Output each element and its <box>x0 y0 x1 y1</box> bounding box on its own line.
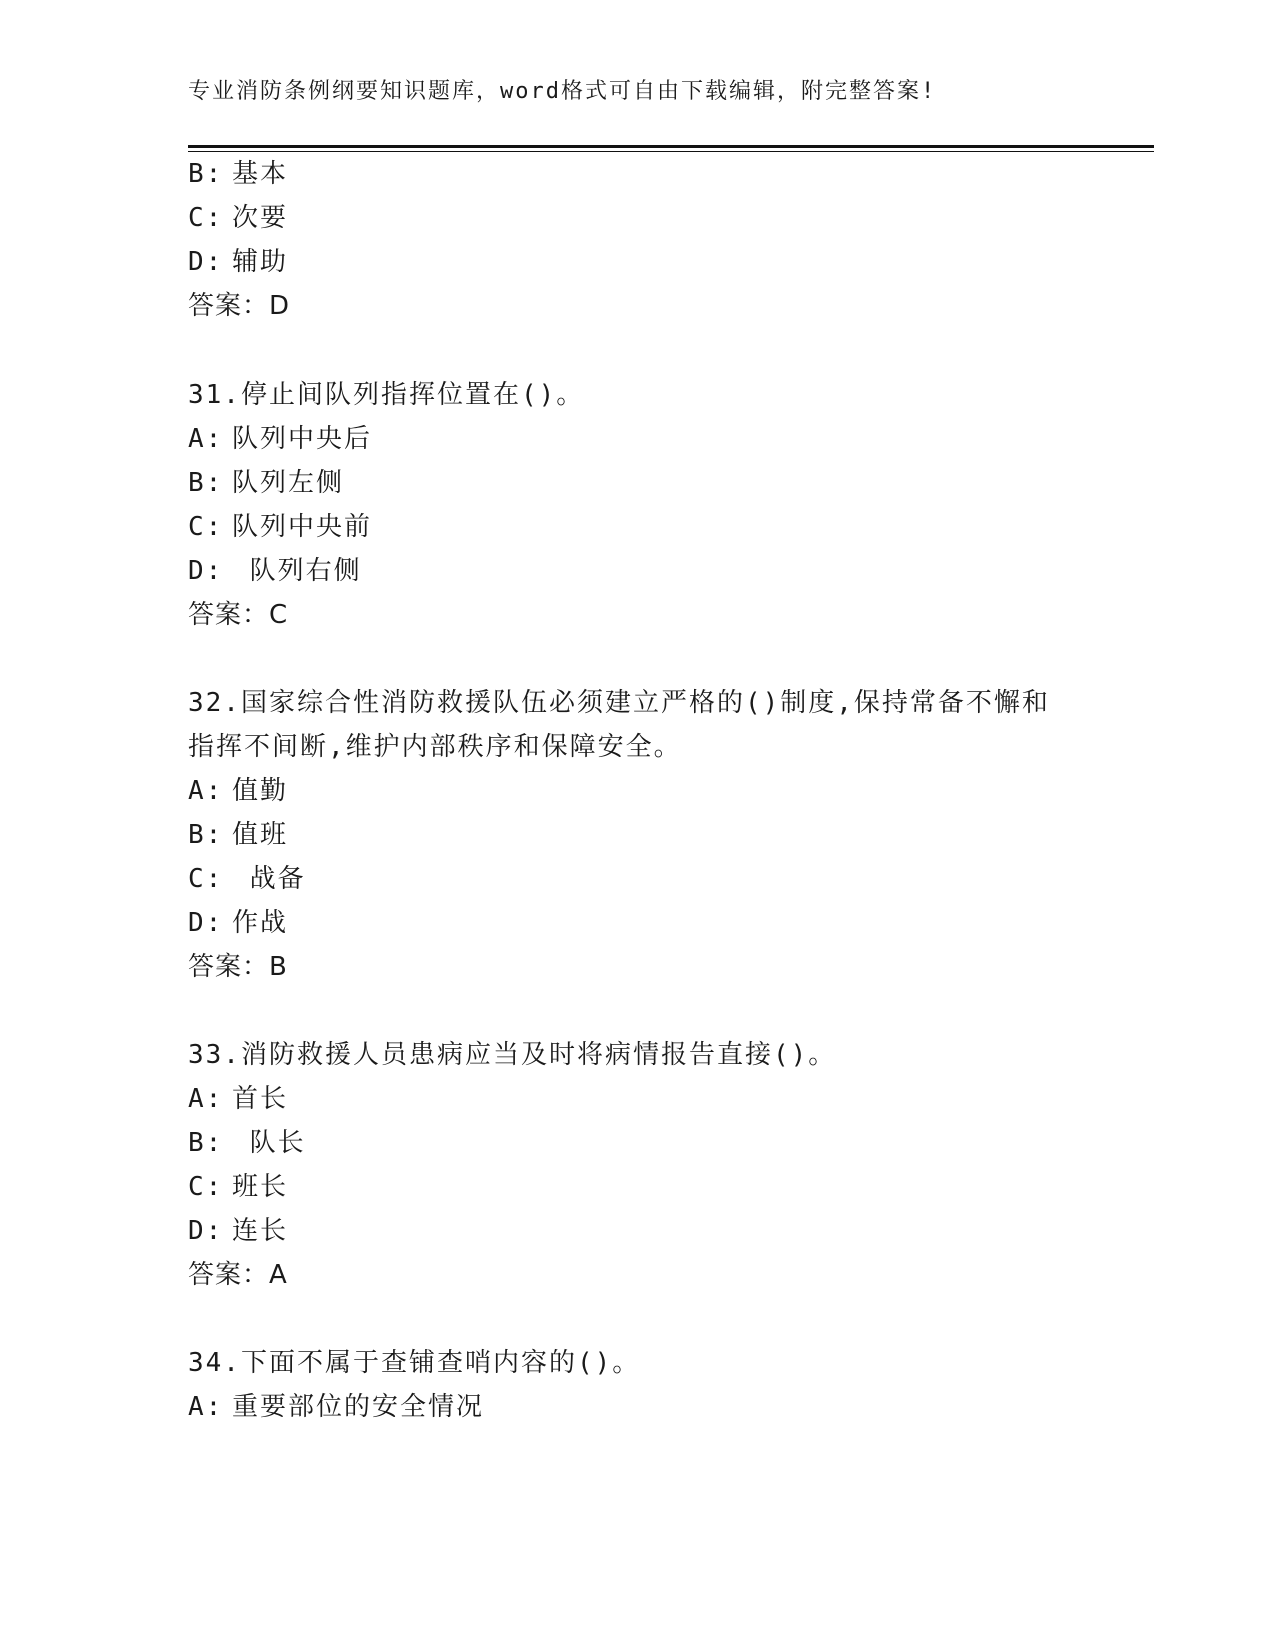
header-rule-thick <box>188 145 1154 148</box>
option-text: 班长 <box>232 1172 289 1202</box>
answer-line: 答案：A <box>188 1260 288 1290</box>
option-key: C: <box>188 203 224 233</box>
option-text: 队列中央后 <box>232 424 373 454</box>
option-item <box>188 159 288 189</box>
option-key: B: <box>188 468 224 498</box>
option-key: A: <box>188 1084 224 1114</box>
option-key: B: <box>188 159 224 189</box>
option-item <box>188 1216 288 1246</box>
option-key: D: <box>188 908 224 938</box>
answer-line: 答案：C <box>188 600 289 630</box>
option-item <box>188 468 344 498</box>
answer-line: 答案：D <box>188 291 291 321</box>
option-item <box>188 820 288 850</box>
option-key: A: <box>188 776 224 806</box>
option-text: 队列中央前 <box>232 512 373 542</box>
header-rule-thin <box>188 151 1154 152</box>
option-text: 值勤 <box>232 776 289 806</box>
option-key: C: <box>188 512 224 542</box>
option-item <box>188 203 288 233</box>
option-item <box>188 776 288 806</box>
question-stem: 32.国家综合性消防救援队伍必须建立严格的()制度,保持常备不懈和 <box>188 688 1050 718</box>
question-stem-continued: 指挥不间断,维护内部秩序和保障安全。 <box>188 732 682 762</box>
option-text: 值班 <box>232 820 289 850</box>
option-text: 战备 <box>232 864 306 894</box>
page-header: 专业消防条例纲要知识题库，word格式可自由下载编辑，附完整答案! <box>188 79 937 104</box>
option-text: 连长 <box>232 1216 289 1246</box>
question-stem: 31.停止间队列指挥位置在()。 <box>188 380 585 410</box>
answer-line: 答案：B <box>188 952 288 982</box>
option-text: 队列右侧 <box>232 556 362 586</box>
option-text: 基本 <box>232 159 289 189</box>
option-text: 次要 <box>232 203 289 233</box>
option-key: B: <box>188 820 224 850</box>
option-item <box>188 864 306 894</box>
option-text: 作战 <box>232 908 289 938</box>
option-item <box>188 556 362 586</box>
option-text: 队长 <box>232 1128 306 1158</box>
question-stem: 34.下面不属于查铺查哨内容的()。 <box>188 1348 641 1378</box>
option-text: 辅助 <box>232 247 289 277</box>
option-key: D: <box>188 556 224 586</box>
option-item <box>188 1392 484 1422</box>
option-key: A: <box>188 424 224 454</box>
option-key: B: <box>188 1128 224 1158</box>
option-item <box>188 512 372 542</box>
option-key: C: <box>188 864 224 894</box>
option-item <box>188 424 372 454</box>
option-key: D: <box>188 247 224 277</box>
option-item <box>188 247 288 277</box>
question-stem: 33.消防救援人员患病应当及时将病情报告直接()。 <box>188 1040 837 1070</box>
option-text: 重要部位的安全情况 <box>232 1392 485 1422</box>
option-item <box>188 1172 288 1202</box>
option-key: A: <box>188 1392 224 1422</box>
option-text: 队列左侧 <box>232 468 345 498</box>
option-item <box>188 1084 288 1114</box>
option-item <box>188 908 288 938</box>
option-text: 首长 <box>232 1084 289 1114</box>
option-item <box>188 1128 306 1158</box>
option-key: C: <box>188 1172 224 1202</box>
option-key: D: <box>188 1216 224 1246</box>
